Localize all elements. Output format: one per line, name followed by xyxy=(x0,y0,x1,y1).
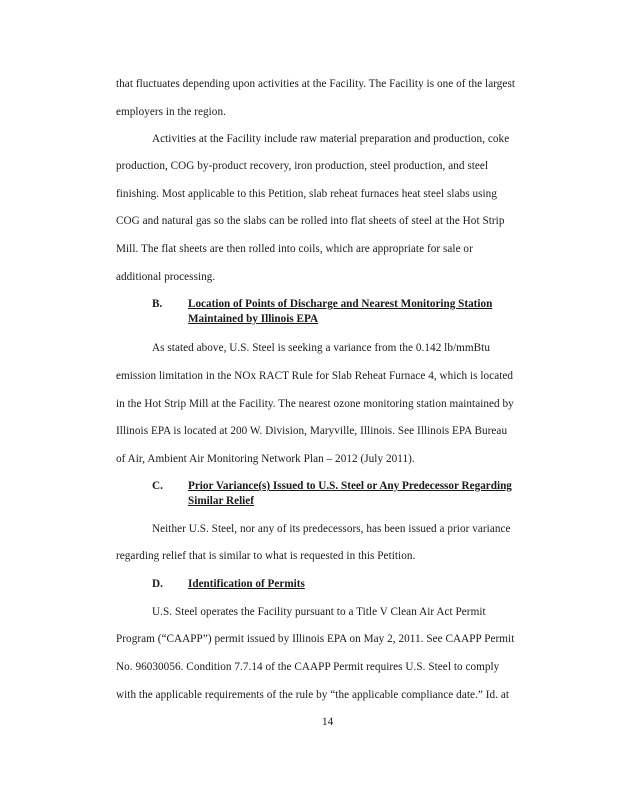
page-number: 14 xyxy=(322,716,334,728)
section-c-title: Prior Variance(s) Issued to U.S. Steel or Any Predecessor Regarding xyxy=(188,480,512,492)
paragraph-line: production, COG by-product recovery, iron production, steel production, and steel xyxy=(116,160,489,172)
paragraph-line: Illinois EPA is located at 200 W. Division, Maryville, Illinois. See Illinois EPA Bureau xyxy=(116,425,508,437)
paragraph-line: that fluctuates depending upon activities at the Facility. The Facility is one of the largest xyxy=(116,78,516,90)
section-d-letter: D. xyxy=(152,578,163,590)
section-b-title: Location of Points of Discharge and Nearest Monitoring Station xyxy=(188,298,493,310)
section-c-title: Similar Relief xyxy=(188,495,254,507)
paragraph-line: Program (“CAAPP”) permit issued by Illinois EPA on May 2, 2011. See CAAPP Permit xyxy=(116,633,515,645)
paragraph-line: U.S. Steel operates the Facility pursuant to a Title V Clean Air Act Permit xyxy=(152,606,486,618)
paragraph-line: of Air, Ambient Air Monitoring Network Plan – 2012 (July 2011). xyxy=(116,453,415,465)
paragraph-line: Mill. The flat sheets are then rolled into coils, which are appropriate for sale or xyxy=(116,243,473,255)
paragraph-line: employers in the region. xyxy=(116,106,226,118)
paragraph-line: finishing. Most applicable to this Petition, slab reheat furnaces heat steel slabs using xyxy=(116,188,497,200)
paragraph-line: COG and natural gas so the slabs can be rolled into flat sheets of steel at the Hot Strip xyxy=(116,215,505,227)
paragraph-line: additional processing. xyxy=(116,271,216,283)
paragraph-line: Neither U.S. Steel, nor any of its predecessors, has been issued a prior variance xyxy=(152,523,511,535)
paragraph-line: As stated above, U.S. Steel is seeking a variance from the 0.142 lb/mmBtu xyxy=(152,342,490,354)
paragraph-line: No. 96030056. Condition 7.7.14 of the CAAPP Permit requires U.S. Steel to comply xyxy=(116,661,500,673)
section-d-title: Identification of Permits xyxy=(188,578,305,590)
section-b-letter: B. xyxy=(152,298,163,310)
paragraph-line: emission limitation in the NOx RACT Rule for Slab Reheat Furnace 4, which is located xyxy=(116,370,514,382)
paragraph-line: regarding relief that is similar to what is requested in this Petition. xyxy=(116,550,416,562)
section-c-letter: C. xyxy=(152,480,163,492)
paragraph-line: in the Hot Strip Mill at the Facility. The nearest ozone monitoring station maintained by xyxy=(116,398,514,410)
paragraph-line: with the applicable requirements of the rule by “the applicable compliance date.” Id. at xyxy=(116,689,510,701)
paragraph-line: Activities at the Facility include raw material preparation and production, coke xyxy=(152,133,510,145)
section-b-title: Maintained by Illinois EPA xyxy=(188,313,319,325)
